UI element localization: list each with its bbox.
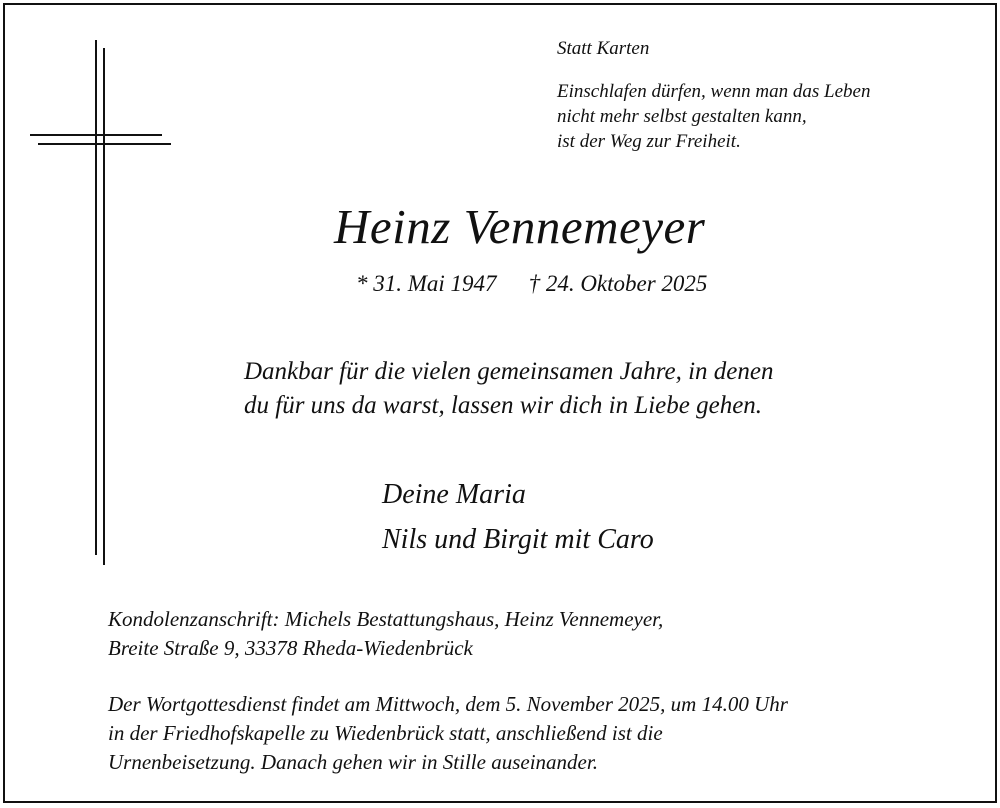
statt-karten-label: Statt Karten bbox=[557, 38, 650, 59]
motto-line: ist der Weg zur Freiheit. bbox=[557, 131, 741, 152]
family-line: Deine Maria bbox=[382, 479, 526, 510]
family-line: Nils und Birgit mit Caro bbox=[382, 524, 654, 555]
thanks-line: Dankbar für die vielen gemeinsamen Jahre, in denen bbox=[244, 358, 774, 385]
motto-line: Einschlafen dürfen, wenn man das Leben bbox=[557, 81, 871, 102]
motto-quote bbox=[557, 79, 870, 154]
service-line: Urnenbeisetzung. Danach gehen wir in Stille auseinander. bbox=[108, 750, 598, 774]
condolence-line: Breite Straße 9, 33378 Rheda-Wiedenbrück bbox=[108, 636, 473, 660]
deceased-name: Heinz Vennemeyer bbox=[334, 199, 706, 254]
cross-icon bbox=[30, 40, 175, 565]
service-line: Der Wortgottesdienst findet am Mittwoch, dem 5. November 2025, um 14.00 Uhr bbox=[108, 692, 788, 716]
death-date: † 24. Oktober 2025 bbox=[528, 271, 708, 296]
condolence-address bbox=[108, 605, 663, 663]
condolence-line: Kondolenzanschrift: Michels Bestattungshaus, Heinz Vennemeyer, bbox=[108, 607, 664, 631]
family-signature bbox=[382, 472, 654, 562]
thanks-line: du für uns da warst, lassen wir dich in Liebe gehen. bbox=[244, 392, 763, 419]
thanks-text bbox=[244, 355, 773, 423]
birth-date: * 31. Mai 1947 bbox=[356, 271, 497, 296]
service-info bbox=[108, 690, 788, 777]
service-line: in der Friedhofskapelle zu Wiedenbrück statt, anschließend ist die bbox=[108, 721, 663, 745]
life-dates bbox=[356, 271, 707, 297]
motto-line: nicht mehr selbst gestalten kann, bbox=[557, 106, 807, 127]
